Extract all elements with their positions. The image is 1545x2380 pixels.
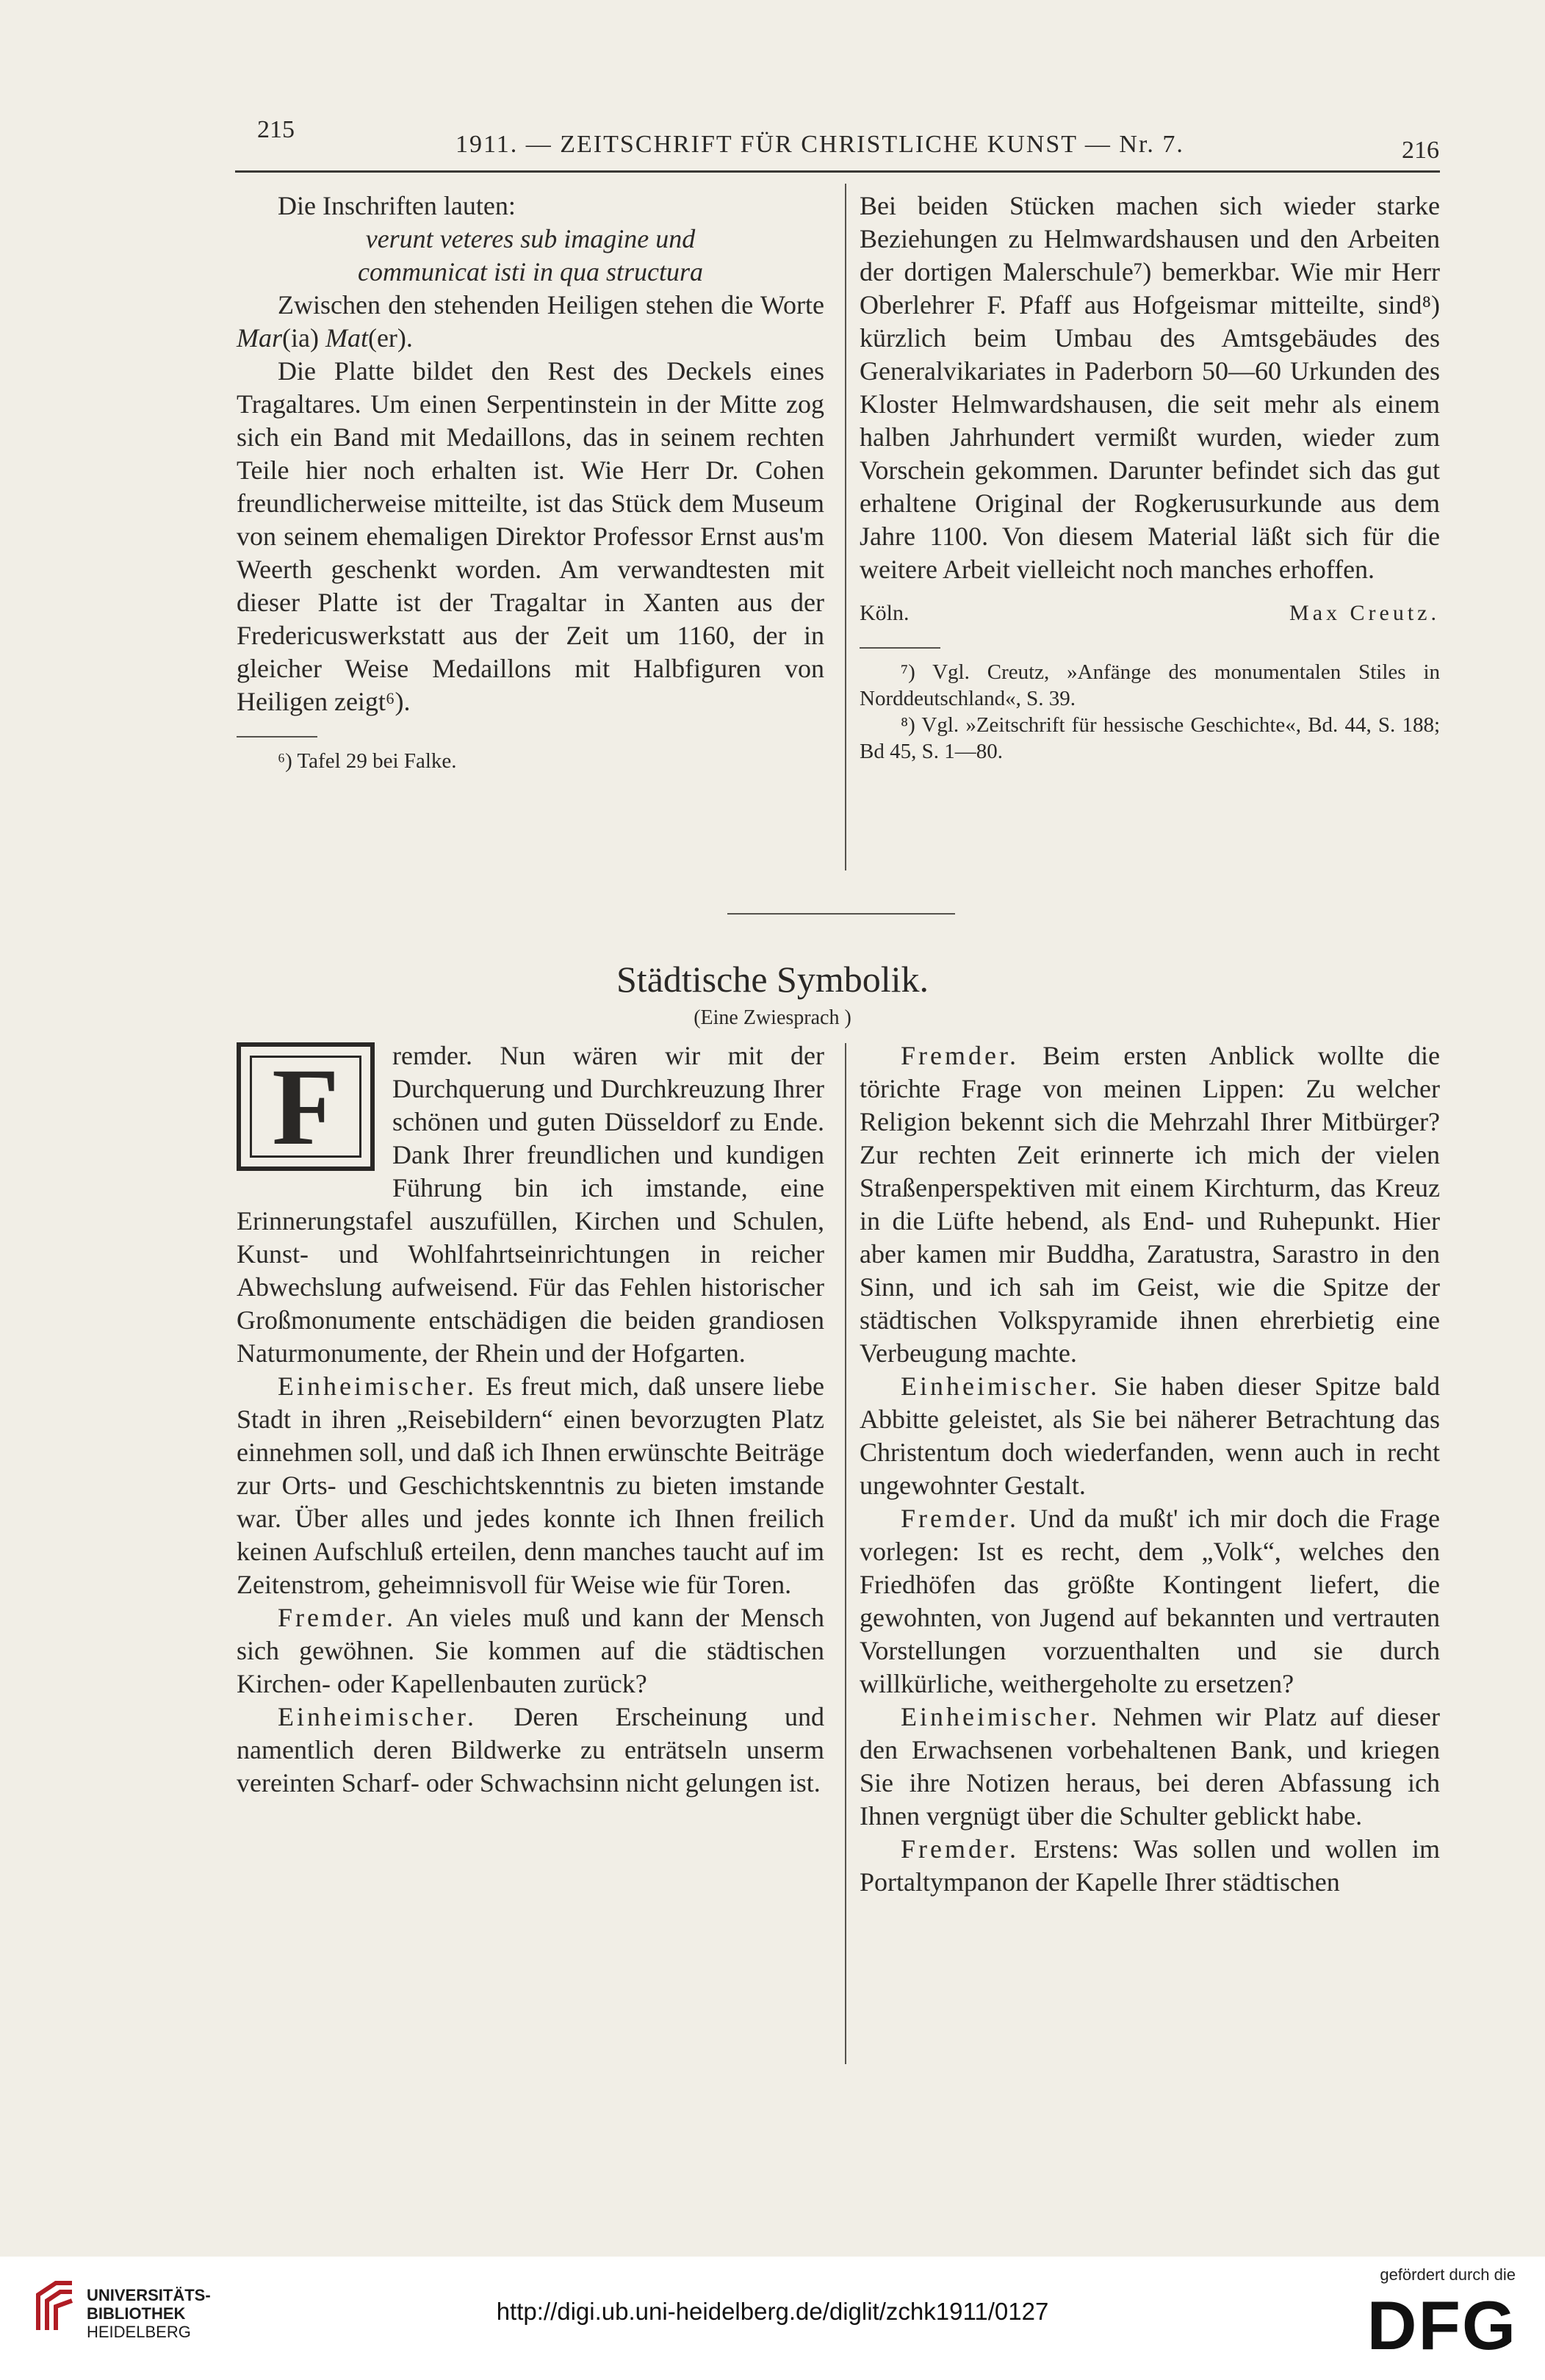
article-right-column — [860, 1039, 1440, 1899]
page-number-left: 215 — [257, 116, 295, 143]
paragraph: Einheimischer. Es freut mich, daß unsere liebe Stadt in ihren „Reisebildern“ einen bevorzugten Platz einnehmen soll, und daß ich Ihnen erwünschte Beiträge zur Orts- und Geschichtskenntnis zu bieten imstande war. Über alles und jedes konnte ich Ihnen freilich keinen Aufschluß erteilen, denn manches taucht auf im Zeitenstrom, geheimnisvoll für Weise wie für Toren. — [237, 1371, 824, 1599]
column-rule — [845, 184, 846, 870]
signature-line — [860, 596, 1440, 630]
article-left-column — [237, 1039, 824, 1800]
column-rule — [845, 1043, 846, 2064]
article-subtitle: (Eine Zwiesprach ) — [694, 1006, 851, 1029]
running-title: 1911. — ZEITSCHRIFT FÜR CHRISTLICHE KUNST — Nr. 7. — [455, 131, 1184, 158]
paragraph: Fremder. Erstens: Was sollen und wollen im Portaltympanon der Kapelle Ihrer städtischen — [860, 1834, 1440, 1897]
top-left-column — [237, 190, 824, 774]
signature-place: Köln. — [860, 601, 910, 625]
funding-caption: gefördert durch die — [1380, 2265, 1516, 2284]
library-name: UNIVERSITÄTS- BIBLIOTHEK HEIDELBERG — [87, 2286, 211, 2341]
footnote: ⁶) Tafel 29 bei Falke. — [278, 749, 457, 773]
section-separator — [727, 913, 955, 915]
page-number-right: 216 — [1402, 137, 1439, 164]
paragraph: Die Inschriften lauten: — [278, 191, 516, 220]
paragraph: Zwischen den stehenden Heiligen stehen die Worte Mar(ia) Mat(er). — [237, 290, 824, 353]
permalink-url[interactable]: http://digi.ub.uni-heidelberg.de/diglit/zchk1911/0127 — [496, 2298, 1049, 2325]
signature-author: Max Creutz. — [1289, 601, 1440, 625]
decorated-initial: F — [237, 1042, 375, 1171]
footnote-rule — [237, 736, 317, 738]
paragraph: Einheimischer. Sie haben dieser Spitze bald Abbitte geleistet, als Sie bei näherer Betrachtung das Christentum doch wiederfanden, wenn auch in recht ungewohnter Gestalt. — [860, 1371, 1440, 1500]
paragraph: Fremder. Und da mußt' ich mir doch die Frage vorlegen: Ist es recht, dem „Volk“, welches den Friedhöfen das größte Kontingent liefert, die gewohnten, von Jugend auf bekannten und vertrauten Vorstellungen vorzuenthalten und sie durch willkürliche, weithergeholte zu ersetzen? — [860, 1504, 1440, 1698]
footnote: ⁷) Vgl. Creutz, »Anfänge des monumentalen Stiles in Norddeutschland«, S. 39. — [860, 660, 1440, 710]
inscription-line: communicat isti in qua structura — [358, 257, 703, 286]
inscription-line: verunt veteres sub imagine und — [365, 224, 696, 253]
paragraph: Bei beiden Stücken machen sich wieder starke Beziehungen zu Helmwardshausen und den Arbeiten der dortigen Malerschule⁷) bemerkbar. Wie mir Herr Oberlehrer F. Pfaff aus Hofgeismar mitteilte, sind⁸) kürzlich beim Umbau des Amtsgebäudes des Generalvikariates in Paderborn 50—60 Urkunden des Kloster Helmwardshausen, die seit mehr als einem halben Jahrhundert vermißt wurden, wieder zum Vorschein gekommen. Darunter befindet sich das gut erhaltene Original der Rogkerusurkunde aus dem Jahre 1100. Von diesem Material läßt sich für die weitere Arbeit vielleicht noch manches erhoffen. — [860, 191, 1440, 584]
paragraph: Fremder. An vieles muß und kann der Mensch sich gewöhnen. Sie kommen auf die städtischen Kirchen- oder Kapellenbauten zurück? — [237, 1603, 824, 1698]
paragraph: Fremder. Beim ersten Anblick wollte die törichte Frage von meinen Lippen: Zu welcher Religion bekennt sich die Mehrzahl Ihrer Mitbürger? Zur rechten Zeit erinnerte ich mich der vielen Straßenperspektiven mit einem Kirchturm, das Kreuz in die Lüfte hebend, als End- und Ruhepunkt. Hier aber kamen mir Buddha, Zaratustra, Sarastro in den Sinn, und ich sah im Geist, wie die Spitze der städtischen Volkspyramide ihnen ehrerbietig eine Verbeugung machte. — [860, 1041, 1440, 1368]
article-title: Städtische Symbolik. — [616, 959, 929, 1000]
paragraph: F remder. Nun wären wir mit der Durchquerung und Durchkreuzung Ihrer schönen und guten Düsseldorf zu Ende. Dank Ihrer freundlichen und kundigen Führung bin ich imstande, eine Erinnerungstafel auszufüllen, Kirchen und Schulen, Kunst- und Wohlfahrtseinrichtungen in reicher Abwechslung aufweisend. Für das Fehlen historischer Großmonumente entschädigen die beiden grandiosen Naturmonumente, der Rhein und der Hofgarten. — [237, 1041, 824, 1368]
paragraph: Einheimischer. Nehmen wir Platz auf dieser den Erwachsenen vorbehaltenen Bank, und kriegen Sie ihre Notizen heraus, bei deren Abfassung ich Ihnen vergnügt über die Schulter geblickt habe. — [860, 1702, 1440, 1831]
footnote-rule — [860, 647, 940, 649]
paragraph: Einheimischer. Deren Erscheinung und namentlich deren Bildwerke zu enträtseln unserm vereinten Scharf- oder Schwachsinn nicht gelungen ist. — [237, 1702, 824, 1797]
paragraph: Die Platte bildet den Rest des Deckels eines Tragaltares. Um einen Serpentinstein in der Mitte zog sich ein Band mit Medaillons, das in seinem rechten Teile hier noch erhalten ist. Wie Herr Dr. Cohen freundlicherweise mitteilte, ist das Stück dem Museum von seinem ehemaligen Direktor Professor Ernst aus'm Weerth geschenkt worden. Am verwandtesten mit dieser Platte ist der Tragaltar in Xanten aus der Fredericuswerkstatt aus der Zeit um 1160, der in gleicher Weise Medaillons mit Halbfiguren von Heiligen zeigt⁶). — [237, 356, 824, 716]
footnote: ⁸) Vgl. »Zeitschrift für hessische Geschichte«, Bd. 44, S. 188; Bd 45, S. 1—80. — [860, 713, 1440, 763]
dfg-logo: DFG — [1366, 2287, 1517, 2364]
digitization-footer — [0, 2257, 1545, 2380]
top-right-column — [860, 190, 1440, 765]
header-rule — [235, 170, 1440, 173]
